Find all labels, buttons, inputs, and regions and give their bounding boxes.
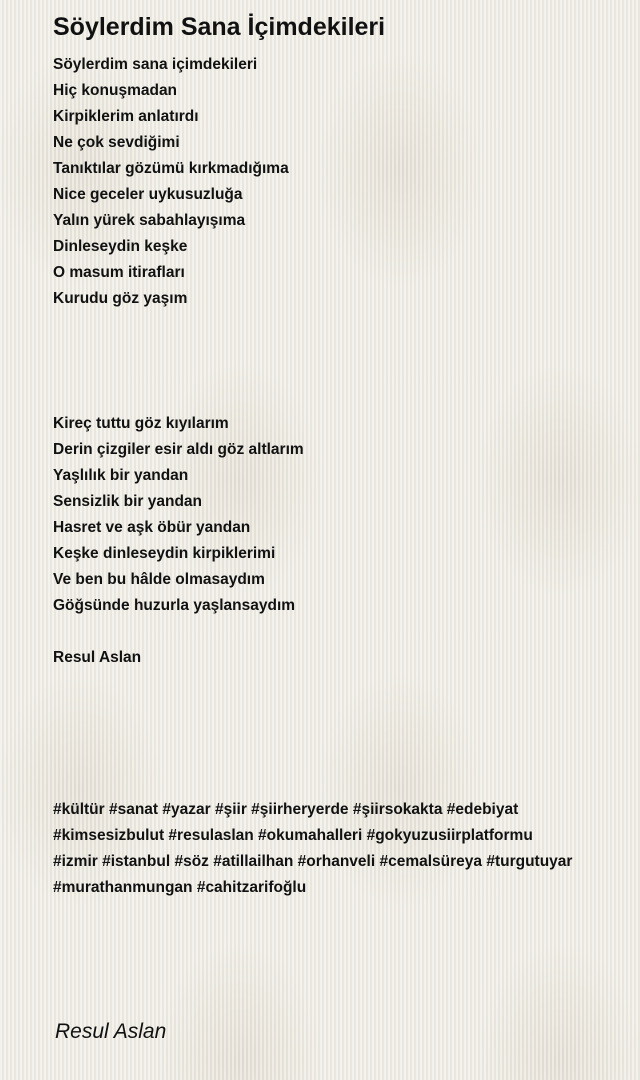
poem-line: Sensizlik bir yandan bbox=[53, 493, 203, 510]
poem-line: Söylerdim sana içimdekileri bbox=[53, 56, 258, 73]
poem-author: Resul Aslan bbox=[53, 649, 142, 666]
hashtag-line: #kültür #sanat #yazar #şiir #şiirheryerde #şiirsokakta #edebiyat bbox=[53, 801, 519, 818]
stanza-2 bbox=[53, 411, 304, 619]
poem-line: Kurudu göz yaşım bbox=[53, 290, 188, 307]
poem-line: Hiç konuşmadan bbox=[53, 82, 178, 99]
poem-line: Keşke dinleseydin kirpiklerimi bbox=[53, 545, 276, 562]
poem-line: Göğsünde huzurla yaşlansaydım bbox=[53, 597, 296, 614]
poem-line: Yalın yürek sabahlayışıma bbox=[53, 212, 246, 229]
hashtag-line: #kimsesizbulut #resulaslan #okumahalleri #gokyuzusiirplatformu bbox=[53, 827, 533, 844]
poem-line: Nice geceler uykusuzluğa bbox=[53, 186, 243, 203]
poem-line: O masum itirafları bbox=[53, 264, 185, 281]
poem-line: Ne çok sevdiğimi bbox=[53, 134, 180, 151]
poem-line: Kireç tuttu göz kıyılarım bbox=[53, 415, 229, 432]
hashtag-block bbox=[53, 797, 572, 901]
poem-line: Derin çizgiler esir aldı göz altlarım bbox=[53, 441, 304, 458]
stanza-1 bbox=[53, 52, 289, 312]
author-signature: Resul Aslan bbox=[55, 1020, 167, 1043]
hashtag-line: #murathanmungan #cahitzarifoğlu bbox=[53, 879, 307, 896]
poem-line: Dinleseydin keşke bbox=[53, 238, 188, 255]
poem-line: Hasret ve aşk öbür yandan bbox=[53, 519, 251, 536]
hashtag-line: #izmir #istanbul #söz #atillailhan #orhanveli #cemalsüreya #turgutuyar bbox=[53, 853, 573, 870]
poem-line: Ve ben bu hâlde olmasaydım bbox=[53, 571, 265, 588]
poem-line: Yaşlılık bir yandan bbox=[53, 467, 189, 484]
poem-title: Söylerdim Sana İçimdekileri bbox=[53, 13, 386, 41]
poem-line: Kirpiklerim anlatırdı bbox=[53, 108, 199, 125]
poem-line: Tanıktılar gözümü kırkmadığıma bbox=[53, 160, 289, 177]
